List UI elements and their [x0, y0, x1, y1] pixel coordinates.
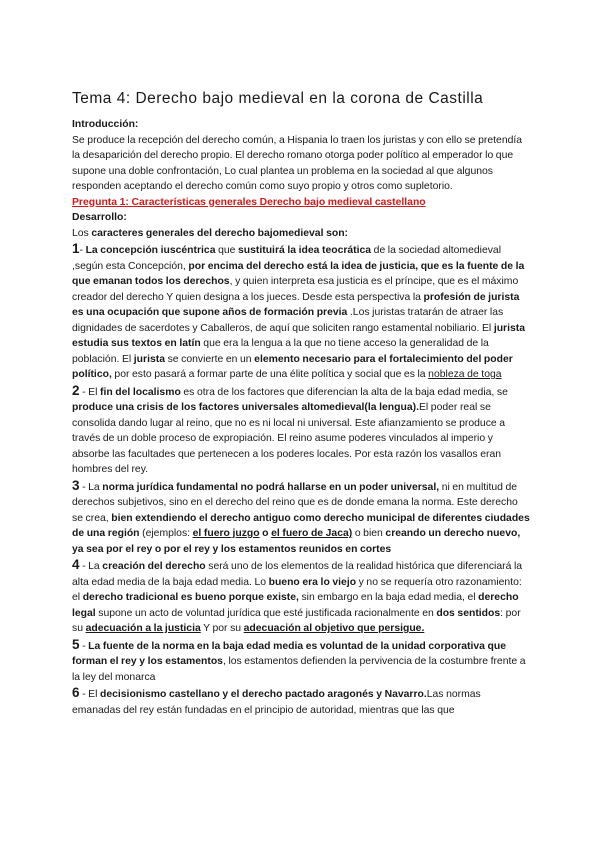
body-text: y no se requería otro razonamiento: el: [72, 576, 522, 603]
body-text: -: [79, 245, 86, 256]
characteristic-item: [72, 557, 530, 637]
emphasis-text: elemento necesario para el fortalecimiento del poder político,: [72, 353, 513, 380]
body-text: El poder real se consolida dando lugar al reino, que no es ni local ni universal. Este afianzamiento se produce a través de un doble proceso de expropiación. El reino asume poderes vinculados al imperio y absorbe las facultades que pertenecen a los poderes locales. Por esta razón los vasallos eran hombres del rey.: [72, 402, 506, 475]
item-number: 1: [72, 241, 80, 256]
body-text: será uno de los elementos de la realidad histórica que diferenciará la alta edad media de la baja edad media. Lo: [72, 561, 523, 588]
emphasis-text: derecho tradicional es bueno porque existe,: [82, 592, 299, 603]
intro-paragraph: Se produce la recepción del derecho común, a Hispania lo traen los juristas y con ello se pretendía la desaparición del derecho propio. El derecho romano otorga poder político al emperador lo que supone una doble confrontación, Lo cual plantea un problema en la sociedad al que algunos responden aceptando el derecho común como suyo propio y otros como supletorio.: [72, 134, 523, 192]
emphasis-text: sustituirá la idea teocrática: [238, 245, 372, 256]
body-text: sin embargo en la baja edad media, el: [298, 592, 479, 603]
item-number: 5: [72, 636, 80, 652]
emphasis-text: jurista: [133, 353, 165, 365]
body-text: Y por su: [200, 623, 244, 634]
body-text: .Los juristas tratarán de atraer las dignidades de sacerdotes y Caballeros, de aquí que soliciten rango estamental nobiliario. El: [72, 307, 504, 334]
item-number: 2: [72, 382, 80, 398]
body-text: es otra de los factores que diferencian la alta de la baja edad media, se: [180, 386, 508, 398]
emphasis-text: decisionismo castellano y el derecho pactado aragonés y Navarro.: [99, 689, 427, 700]
question-heading: Pregunta 1: Características generales Derecho bajo medieval castellano: [72, 196, 426, 208]
emphasis-text: produce una crisis de los factores universales altomedieval(la lengua).: [72, 402, 419, 413]
body-text: que: [215, 245, 238, 256]
characteristic-item: [72, 637, 530, 686]
body-text: - La: [79, 561, 103, 572]
emphasis-text: La fuente de la norma en la baja edad media es voluntad de la unidad corporativa que forman el rey y los estamentos: [72, 640, 507, 667]
body-text: que era la lengua a la que no tiene acceso la generalidad de la población. El: [72, 338, 489, 365]
characteristics-intro: [72, 226, 530, 242]
emphasis-text: norma jurídica fundamental no podrá hallarse en un poder universal,: [102, 481, 440, 493]
emphasis-text: derecho legal: [72, 592, 519, 619]
characteristic-item: [72, 383, 530, 478]
body-text: de la sociedad altomedieval ,según esta Concepción,: [72, 245, 501, 272]
emphasis-text: creando un derecho nuevo, ya sea por el rey o por el rey y los estamentos reunidos en cortes: [72, 528, 521, 555]
characteristics-list: [72, 241, 530, 718]
emphasis-text: por encima del derecho está la idea de justicia, que es la fuente de la que emanan todos los derechos: [72, 260, 525, 287]
emphasis-text: el fuero juzgo: [192, 528, 260, 539]
emphasis-text: el fuero de Jaca): [271, 528, 353, 539]
item-number: 3: [72, 477, 80, 493]
item-number: 6: [72, 685, 80, 700]
emphasis-text: adecuación a la justicia: [85, 623, 201, 634]
characteristic-item: [72, 241, 530, 383]
intro-heading: Introducción:: [72, 119, 139, 130]
characteristic-item: [72, 685, 530, 718]
body-text: - El: [79, 386, 100, 398]
body-text: ni en multitud de derechos subjetivos, sino en el derecho del reino que es de donde emana la norma. Este derecho se crea,: [72, 481, 518, 524]
intro-lead-text: Los: [72, 227, 92, 239]
body-text: supone un acto de voluntad jurídica que esté justificada racionalmente en: [95, 607, 437, 619]
body-text: por esto pasará a formar parte de una élite política y social que es la: [111, 369, 429, 380]
body-text: (ejemplos:: [139, 528, 193, 539]
body-text: : por su: [72, 607, 521, 634]
intro-lead-tail: son:: [323, 227, 349, 239]
emphasis-text: o: [259, 528, 272, 539]
page-title: Tema 4: Derecho bajo medieval en la corona de Castilla: [72, 90, 484, 107]
emphasis-text: bien extendiendo el derecho antiguo como derecho municipal de diferentes ciudades de una región: [72, 512, 530, 539]
emphasis-text: fin del localismo: [99, 386, 181, 398]
body-text: o bien: [352, 528, 386, 539]
body-text: se convierte en un: [164, 353, 255, 365]
emphasis-text: bueno era lo viejo: [268, 576, 357, 588]
item-number: 4: [72, 557, 80, 572]
emphasis-text: jurista estudia sus textos en latín: [72, 322, 525, 349]
body-text: , los estamentos defienden la pervivencia de la costumbre frente a la ley del monarca: [72, 656, 526, 683]
body-text: -: [79, 640, 89, 652]
intro-lead-bold: caracteres generales del derecho bajomedieval: [91, 227, 324, 239]
emphasis-text: dos sentidos: [436, 607, 501, 619]
emphasis-text: creación del derecho: [102, 561, 206, 572]
body-text: - La: [79, 481, 103, 493]
body-text: - El: [79, 689, 100, 700]
development-heading: Desarrollo:: [72, 212, 127, 223]
emphasis-text: nobleza de toga: [428, 369, 502, 380]
characteristic-item: [72, 478, 530, 558]
emphasis-text: La concepción iuscéntrica: [85, 245, 216, 256]
body-text: , y quien interpreta esa justicia es el príncipe, que es el máximo creador del derecho Y quien designa a los jueces. Desde esta perspectiva la: [72, 276, 519, 303]
emphasis-text: adecuación al objetivo que persigue.: [243, 623, 425, 634]
body-text: Las normas emanadas del rey están fundadas en el principio de autoridad, mientras que las que: [72, 689, 481, 716]
emphasis-text: profesión de jurista es una ocupación que supone años de formación previa: [72, 291, 520, 318]
